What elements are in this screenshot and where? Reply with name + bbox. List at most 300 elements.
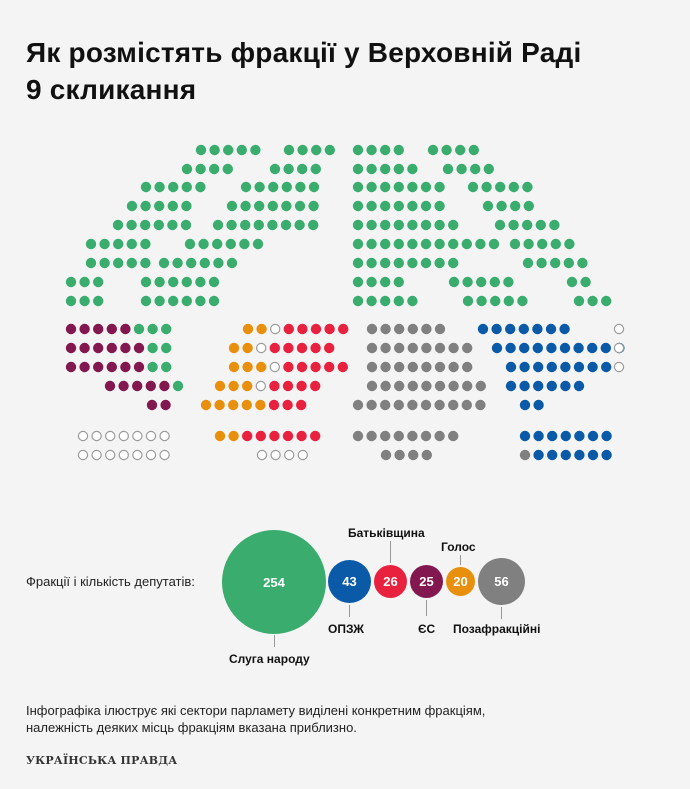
seat-green [522,182,532,192]
seat-purple [120,324,130,334]
seat-green [496,201,506,211]
seat-green [380,277,390,287]
seat-red [310,343,320,353]
seat-green [509,182,519,192]
seat-green [380,201,390,211]
seat-green [86,239,96,249]
seat-green [380,296,390,306]
seat-green [366,277,376,287]
seat-blue [533,362,543,372]
seat-green [421,220,431,230]
seat-purple [134,362,144,372]
seat-empty [146,431,155,440]
seat-green [537,239,547,249]
seat-gray [421,343,431,353]
seat-red [296,381,306,391]
seat-green [366,201,376,211]
seat-purple [107,324,117,334]
seat-green [407,201,417,211]
seat-blue [519,343,529,353]
seat-empty [78,450,87,459]
seat-green [308,220,318,230]
seat-green [154,182,164,192]
seat-purple [66,362,76,372]
seat-green [394,277,404,287]
seat-gray [462,362,472,372]
seat-orange [201,400,211,410]
seat-green [167,220,177,230]
seat-blue [561,431,571,441]
seat-gray [408,381,418,391]
seat-red [338,362,348,372]
seat-green [159,258,169,268]
seat-purple [79,343,89,353]
seat-green [239,239,249,249]
seat-green [198,239,208,249]
seat-green [281,201,291,211]
seat-green [456,164,466,174]
seat-green [564,258,574,268]
seat-green [161,343,171,353]
seat-blue [546,324,556,334]
seat-gray [394,381,404,391]
seat-purple [107,362,117,372]
seat-green [407,296,417,306]
seat-green [495,220,505,230]
bubble-count: 20 [453,574,468,589]
seat-green [254,201,264,211]
seat-green [407,258,417,268]
label-servant-of-the-people: Слуга народу [229,652,310,666]
seat-gray [381,450,391,460]
seat-blue [520,431,530,441]
seat-green [270,164,280,174]
seat-green [209,296,219,306]
seat-green [154,296,164,306]
brand-logo-text: УКРАЇНСЬКА ПРАВДА [26,754,178,767]
seat-gray [366,431,376,441]
seat-green [141,296,151,306]
tick-opzzh [349,605,350,617]
seat-green [79,277,89,287]
seat-green [227,258,237,268]
seat-purple [132,381,142,391]
seat-blue [560,362,570,372]
seat-green [147,362,157,372]
seat-empty [119,450,128,459]
seat-green [508,220,518,230]
seat-green [574,296,584,306]
label-batkivshchyna: Батьківщина [348,526,425,540]
seat-red [269,400,279,410]
seat-gray [408,362,418,372]
seat-gray [380,400,390,410]
seat-empty [256,381,265,390]
seat-gray [421,400,431,410]
seat-blue [519,381,529,391]
seat-gray [448,343,458,353]
seat-green [476,277,486,287]
seat-green [421,182,431,192]
seat-green [237,145,247,155]
seat-green [200,258,210,268]
seat-red [310,431,320,441]
seat-red [296,431,306,441]
seat-red [338,324,348,334]
seat-green [601,296,611,306]
seat-gray [394,324,404,334]
seat-green [536,220,546,230]
seat-green [213,258,223,268]
tick-batkivshchyna [390,541,391,563]
seat-empty [285,450,294,459]
seat-blue [519,362,529,372]
seat-orange [228,381,238,391]
seat-green [366,296,376,306]
seat-purple [134,343,144,353]
seat-green [311,164,321,174]
seat-green [284,145,294,155]
seat-blue [506,362,516,372]
seat-red [242,431,252,441]
seat-green [254,220,264,230]
seat-gray [448,362,458,372]
seat-green [524,201,534,211]
seat-green [463,296,473,306]
bubble-count: 254 [263,574,285,590]
seat-green [353,201,363,211]
seat-purple [93,343,103,353]
seat-gray [422,450,432,460]
seat-blue [520,400,530,410]
seat-empty [106,450,115,459]
seat-orange [243,324,253,334]
seat-blue [559,324,569,334]
seat-blue [561,450,571,460]
seat-green [490,277,500,287]
seat-green [154,220,164,230]
seat-green [297,164,307,174]
seat-green [182,296,192,306]
seat-blue [587,362,597,372]
seat-green [209,277,219,287]
seat-green [353,164,363,174]
seat-green [353,296,363,306]
seat-green [295,182,305,192]
seat-green [173,381,183,391]
seat-empty [92,431,101,440]
seat-gray [475,400,485,410]
seat-blue [601,431,611,441]
seat-green [66,296,76,306]
seat-empty [614,324,623,333]
seat-green [434,201,444,211]
seat-red [284,324,294,334]
seat-green [489,239,499,249]
seat-green [268,182,278,192]
seat-green [168,182,178,192]
seat-gray [476,381,486,391]
seat-empty [78,431,87,440]
seat-green [394,239,404,249]
seat-green [161,362,171,372]
seat-red [297,324,307,334]
seat-green [181,220,191,230]
seat-orange [228,431,238,441]
seat-blue [574,450,584,460]
seat-orange [215,381,225,391]
seat-green [282,182,292,192]
seat-green [353,258,363,268]
seat-purple [118,381,128,391]
seat-green [141,277,151,287]
seat-green [168,201,178,211]
seat-empty [160,450,169,459]
bubble-opzzh [328,560,371,603]
footnote-line-2: належність деяких місць фракціям вказана приблизно. [26,720,357,735]
tick-es [426,600,427,616]
seat-empty [614,362,623,371]
seat-orange [229,362,239,372]
seat-green [161,324,171,334]
seat-blue [547,431,557,441]
seat-blue [532,324,542,334]
seat-gray [435,362,445,372]
seat-empty [270,362,279,371]
label-es: ЄС [418,622,436,636]
seat-green [240,220,250,230]
seat-purple [160,400,170,410]
seat-blue [547,362,557,372]
seat-green [490,296,500,306]
seat-purple [159,381,169,391]
seat-green [394,258,404,268]
seat-green [240,201,250,211]
seat-green [421,239,431,249]
seat-green [495,182,505,192]
seat-green [147,343,157,353]
seat-green [510,201,520,211]
seat-blue [492,343,502,353]
seat-green [517,296,527,306]
seat-green [127,239,137,249]
seat-green [250,145,260,155]
seat-green [213,220,223,230]
seat-blue [506,381,516,391]
seat-green [394,220,404,230]
seat-green [325,145,335,155]
seat-empty [146,450,155,459]
footnote [26,702,485,736]
seat-green [311,145,321,155]
seat-green [510,239,520,249]
seat-green [449,277,459,287]
seat-purple [120,343,130,353]
seat-blue [601,450,611,460]
seat-green [353,277,363,287]
seat-green [577,258,587,268]
seat-gray [380,381,390,391]
seat-gray [434,400,444,410]
seat-green [380,239,390,249]
seat-empty [92,450,101,459]
title-line-1: Як розмістять фракції у Верховній Раді [26,37,582,68]
seat-blue [547,450,557,460]
seat-green [168,296,178,306]
seat-empty [119,431,128,440]
label-opzzh: ОПЗЖ [328,622,365,636]
seat-green [564,239,574,249]
seat-green [551,239,561,249]
seat-empty [271,450,280,459]
seat-blue [505,343,515,353]
seat-green [226,220,236,230]
seat-green [195,182,205,192]
seat-orange [215,431,225,441]
seat-orange [256,324,266,334]
seat-green [366,220,376,230]
seat-green [448,239,458,249]
seat-blue [491,324,501,334]
seat-blue [505,324,515,334]
seat-blue [587,343,597,353]
seat-green [434,220,444,230]
seat-green [380,164,390,174]
seat-blue [533,343,543,353]
seat-green [223,145,233,155]
seat-green [448,220,458,230]
seat-green [455,145,465,155]
seat-green [93,296,103,306]
seat-green [421,258,431,268]
seat-gray [421,381,431,391]
seat-green [536,258,546,268]
seat-gray [408,450,418,460]
seat-gray [367,343,377,353]
seat-gray [407,400,417,410]
seat-green [295,201,305,211]
seat-green [470,164,480,174]
title-line-2: 9 скликання [26,74,197,105]
seat-purple [79,362,89,372]
seat-purple [147,400,157,410]
seat-green [522,220,532,230]
seat-green [181,201,191,211]
seat-green [550,258,560,268]
seat-blue [574,431,584,441]
seat-green [182,182,192,192]
bubble-servant-of-the-people [222,530,326,634]
seat-purple [120,362,130,372]
bubble-es [410,565,443,598]
seat-empty [257,450,266,459]
seat-red [256,431,266,441]
seat-red [310,362,320,372]
seat-green [268,201,278,211]
seat-green [86,258,96,268]
seat-red [283,431,293,441]
seat-blue [601,343,611,353]
seat-gray [435,324,445,334]
tick-servant [274,635,275,647]
seat-green [481,182,491,192]
seat-gray [448,381,458,391]
seat-green [267,220,277,230]
seat-gray [394,431,404,441]
seat-green [281,220,291,230]
seat-blue [560,343,570,353]
seat-green [113,258,123,268]
seat-gray [353,400,363,410]
seat-green [140,239,150,249]
seat-gray [367,324,377,334]
seat-gray [435,381,445,391]
seat-green [294,220,304,230]
seat-green [503,277,513,287]
seat-green [353,239,363,249]
seat-green [141,182,151,192]
seat-orange [214,400,224,410]
seat-green [483,201,493,211]
bubble-holos [446,567,475,596]
seat-gray [367,362,377,372]
seat-green [434,182,444,192]
seat-gray [366,400,376,410]
seat-green [113,220,123,230]
seat-green [154,201,164,211]
seat-green [366,145,376,155]
seat-green [93,277,103,287]
seat-green [127,258,137,268]
seat-green [140,258,150,268]
seat-blue [588,450,598,460]
seat-gray [435,343,445,353]
seat-green [253,239,263,249]
seat-red [324,324,334,334]
seat-green [185,239,195,249]
seat-gray [394,400,404,410]
seat-green [380,258,390,268]
seat-green [462,239,472,249]
seat-orange [229,343,239,353]
seat-blue [533,381,543,391]
seat-green [79,296,89,306]
seat-green [580,277,590,287]
seat-green [434,239,444,249]
seat-green [366,164,376,174]
seat-gray [421,362,431,372]
seat-green [297,145,307,155]
seat-blue [546,343,556,353]
seat-green [140,201,150,211]
seat-blue [574,362,584,372]
seat-orange [242,381,252,391]
seat-green [394,145,404,155]
seat-green [407,220,417,230]
seat-orange [228,400,238,410]
seat-green [154,277,164,287]
seat-green [227,201,237,211]
bubble-count: 56 [494,574,509,589]
seat-green [394,296,404,306]
seat-red [324,362,334,372]
seat-red [324,343,334,353]
seat-green [366,239,376,249]
seat-green [196,145,206,155]
seat-gray [380,362,390,372]
seat-green [484,164,494,174]
seat-purple [107,343,117,353]
